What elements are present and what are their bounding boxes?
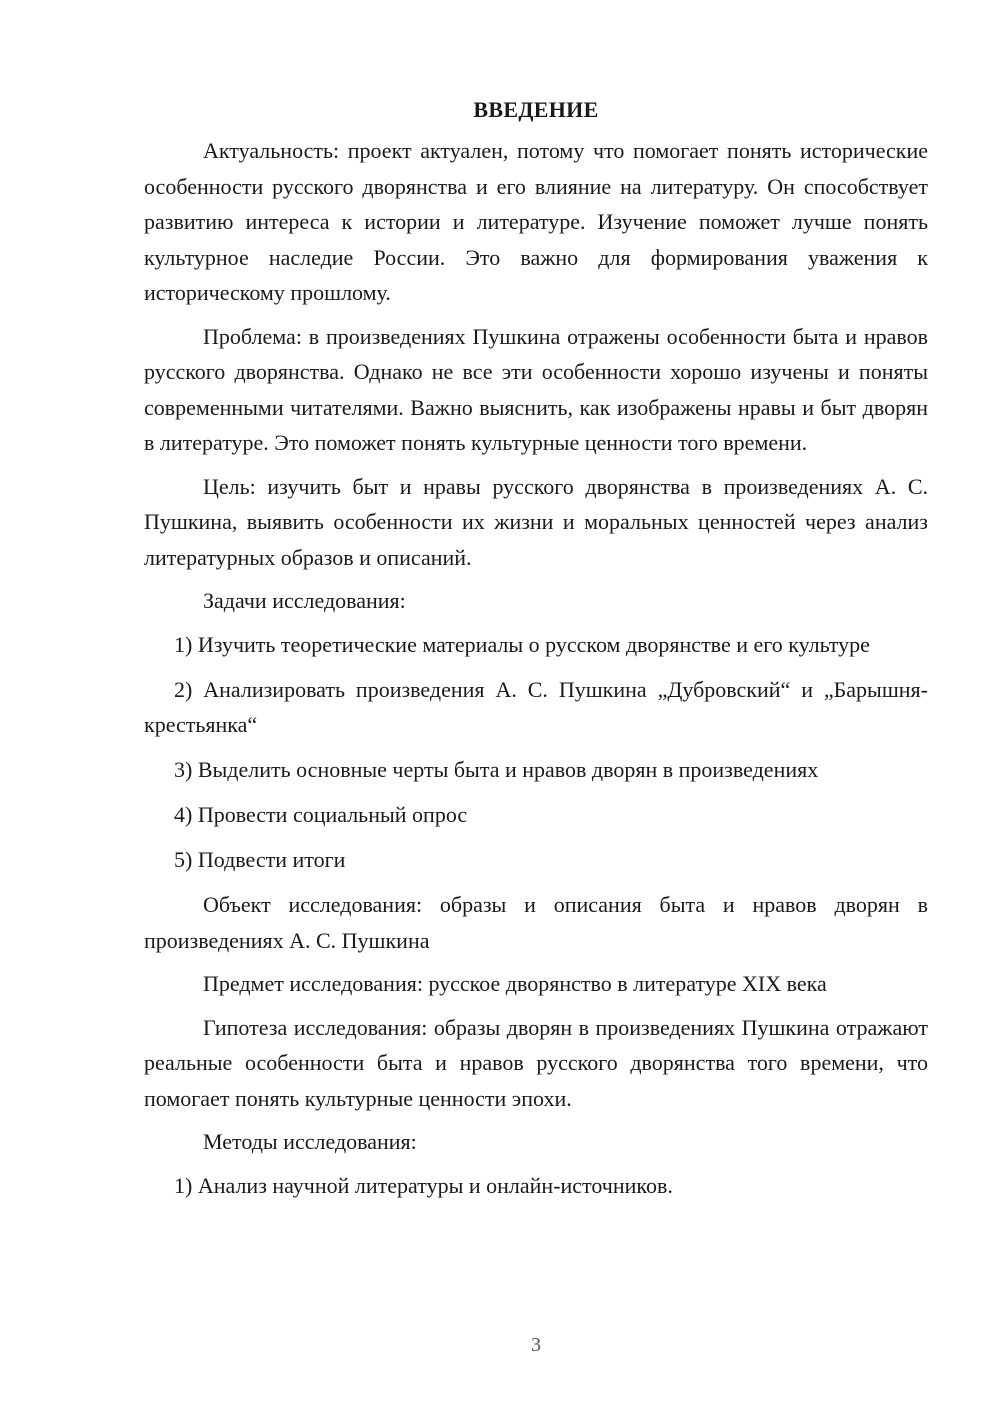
paragraph-methods-heading: Методы исследования: [203, 1129, 417, 1154]
paragraph-object: Объект исследования: образы и описания быта и нравов дворян в произведениях А. С. Пушкина [144, 892, 928, 953]
method-item-1: 1) Анализ научной литературы и онлайн-источников. [174, 1172, 673, 1198]
paragraph-hypothesis: Гипотеза исследования: образы дворян в произведениях Пушкина отражают реальные особенности быта и нравов русского дворянства того времени, что помогает понять культурные ценности эпохи. [144, 1014, 928, 1111]
task-item-5: 5) Подвести итоги [174, 847, 346, 872]
paragraph-subject: Предмет исследования: русское дворянство в литературе XIX века [203, 971, 827, 996]
section-title: ВВЕДЕНИЕ [473, 97, 599, 122]
task-item-3: 3) Выделить основные черты быта и нравов дворян в произведениях [174, 757, 819, 782]
task-item-4: 4) Провести социальный опрос [174, 802, 468, 827]
page-number: 3 [531, 1334, 541, 1356]
paragraph-goal: Цель: изучить быт и нравы русского дворянства в произведениях А. С. Пушкина, выявить особенности их жизни и моральных ценностей через анализ литературных образов и описаний. [144, 473, 928, 570]
paragraph-tasks-heading: Задачи исследования: [203, 588, 406, 613]
paragraph-problem: Проблема: в произведениях Пушкина отражены особенности быта и нравов русского дворянства. Однако не все эти особенности хорошо изучены и поняты современными читателями. Важно выяснить, как изображены нравы и быт дворян в литературе. Это поможет понять культурные ценности того времени. [144, 323, 928, 455]
task-item-1: 1) Изучить теоретические материалы о русском дворянстве и его культуре [174, 631, 870, 657]
task-item-2: 2) Анализировать произведения А. С. Пушкина „Дубровский“ и „Барышня-крестьянка“ [144, 676, 928, 737]
paragraph-relevance: Актуальность: проект актуален, потому что помогает понять исторические особенности русского дворянства и его влияние на литературу. Он способствует развитию интереса к истории и литературе. Изучение поможет лучше понять культурное наследие России. Это важно для формирования уважения к историческому прошлому. [144, 138, 928, 305]
page-content [144, 95, 928, 1213]
